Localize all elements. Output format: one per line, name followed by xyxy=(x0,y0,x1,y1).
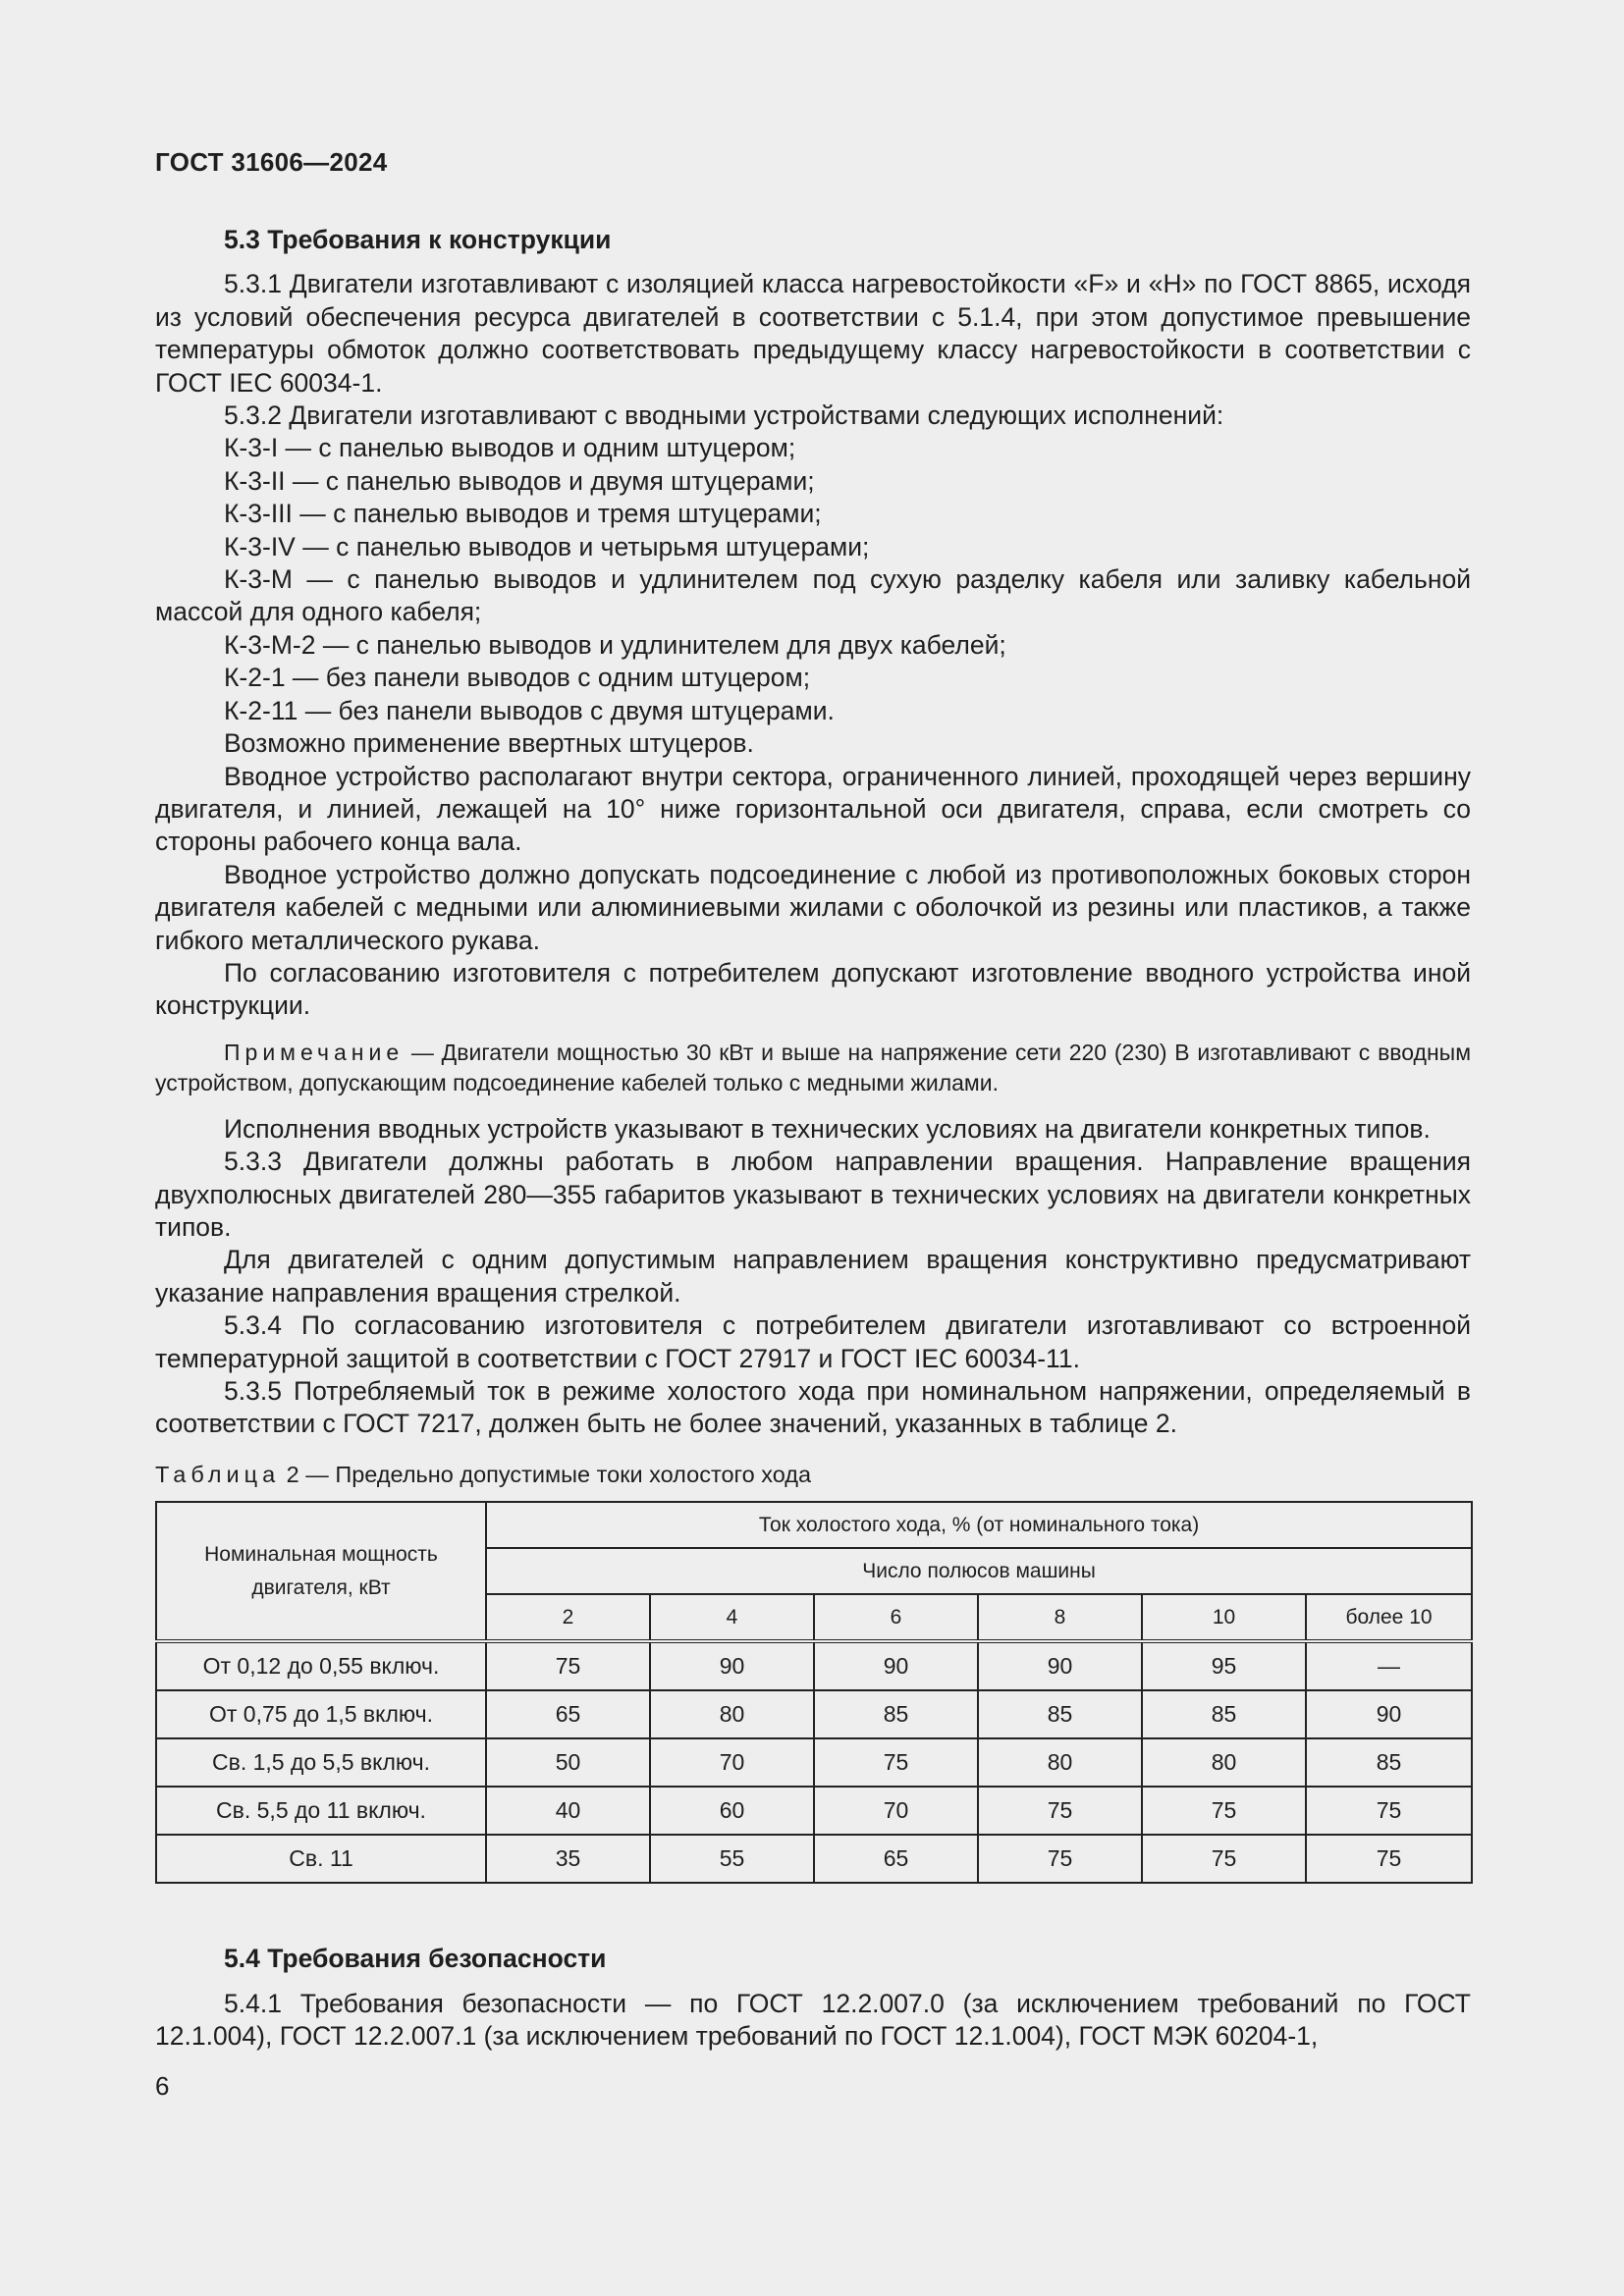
idle-current-table xyxy=(155,1501,1473,1884)
note-label: Примечание xyxy=(224,1039,405,1065)
table-row xyxy=(156,1787,1472,1835)
table-row xyxy=(156,1641,1472,1690)
paragraph-5-3-4: 5.3.4 По согласованию изготовителя с потребителем двигатели изготавливают со встроенной температурной защитой в соответствии с ГОСТ 27917 и ГОСТ IEC 60034-11. xyxy=(155,1310,1471,1373)
table-cell: 75 xyxy=(978,1787,1142,1835)
paragraph-5-3-5: 5.3.5 Потребляемый ток в режиме холостого хода при номинальном напряжении, определяемый в соответствии с ГОСТ 7217, должен быть не более значений, указанных в таблице 2. xyxy=(155,1376,1471,1439)
paragraph-5-3-2: 5.3.2 Двигатели изготавливают с вводными устройствами следующих исполнений: xyxy=(224,400,1224,431)
table-cell: 60 xyxy=(650,1787,814,1835)
column-header: более 10 xyxy=(1306,1594,1472,1641)
paragraph-location: Вводное устройство располагают внутри сектора, ограниченного линией, проходящей через вершину двигателя, и линией, лежащей на 10° ниже горизонтальной оси двигателя, справа, если смотреть со стороны рабочего конца вала. xyxy=(155,761,1471,857)
section-title-5-3: 5.3 Требования к конструкции xyxy=(224,225,612,254)
variant-item: К-2-1 — без панели выводов с одним штуцером; xyxy=(224,663,811,693)
table-caption-text: 2 — Предельно допустимые токи холостого хода xyxy=(280,1461,812,1487)
row-header-power: Номинальная мощность двигателя, кВт xyxy=(156,1502,486,1641)
document-body xyxy=(155,224,1471,2053)
variant-item: К-3-М — с панелью выводов и удлинителем под сухую разделку кабеля или заливку кабельной массой для одного кабеля; xyxy=(155,564,1471,627)
table-caption xyxy=(155,1459,1471,1491)
table-cell: 55 xyxy=(650,1835,814,1883)
section-title-5-4: 5.4 Требования безопасности xyxy=(224,1944,607,1974)
paragraph-5-4-1: 5.4.1 Требования безопасности — по ГОСТ 12.2.007.0 (за исключением требований по ГОСТ 12.1.004), ГОСТ 12.2.007.1 (за исключением требований по ГОСТ 12.1.004), ГОСТ МЭК 60204-1, xyxy=(155,1988,1471,2052)
table-cell: 80 xyxy=(1142,1738,1306,1787)
group-header-current: Ток холостого хода, % (от номинального тока) xyxy=(486,1502,1472,1548)
table-cell: 75 xyxy=(486,1641,650,1690)
table-cell: 90 xyxy=(978,1641,1142,1690)
table-cell: 75 xyxy=(978,1835,1142,1883)
column-header: 8 xyxy=(978,1594,1142,1641)
table-cell: 75 xyxy=(1306,1787,1472,1835)
table-cell: 40 xyxy=(486,1787,650,1835)
column-header: 10 xyxy=(1142,1594,1306,1641)
table-cell: 80 xyxy=(650,1690,814,1738)
column-header: 2 xyxy=(486,1594,650,1641)
table-cell: 65 xyxy=(814,1835,978,1883)
note-text: — Двигатели мощностью 30 кВт и выше на напряжение сети 220 (230) В изготавливают с вводным устройством, допускающим подсоединение кабелей только с медными жилами. xyxy=(155,1039,1471,1095)
variant-item: К-3-I — с панелью выводов и одним штуцером; xyxy=(224,433,796,463)
table-cell: 35 xyxy=(486,1835,650,1883)
variant-item: К-3-М-2 — с панелью выводов и удлинителем для двух кабелей; xyxy=(224,629,1006,660)
variant-item: К-3-III — с панелью выводов и тремя штуцерами; xyxy=(224,499,822,529)
column-header: 6 xyxy=(814,1594,978,1641)
table-cell: 75 xyxy=(1142,1787,1306,1835)
note xyxy=(155,1038,1471,1098)
table-cell: 95 xyxy=(1142,1641,1306,1690)
document-header: ГОСТ 31606—2024 xyxy=(155,147,388,177)
table-cell: 85 xyxy=(814,1690,978,1738)
variant-item: К-3-II — с панелью выводов и двумя штуцерами; xyxy=(224,465,815,496)
table-cell: 70 xyxy=(650,1738,814,1787)
table-caption-label: Таблица xyxy=(155,1461,281,1487)
paragraph-5-3-1: 5.3.1 Двигатели изготавливают с изоляцией класса нагревостойкости «F» и «H» по ГОСТ 8865, исходя из условий обеспечения ресурса двигателей в соответствии с 5.1.4, при этом допустимое превышение температуры обмоток должно соответствовать предыдущему классу нагревостойкости в соответствии с ГОСТ IEC 60034-1. xyxy=(155,269,1471,398)
paragraph-agreement: По согласованию изготовителя с потребителем допускают изготовление вводного устройства иной конструкции. xyxy=(155,957,1471,1021)
table-cell: 85 xyxy=(1306,1738,1472,1787)
table-row xyxy=(156,1690,1472,1738)
table-cell: 75 xyxy=(1306,1835,1472,1883)
table-cell: 70 xyxy=(814,1787,978,1835)
table-cell: 75 xyxy=(1142,1835,1306,1883)
paragraph-versions: Исполнения вводных устройств указывают в технических условиях на двигатели конкретных типов. xyxy=(224,1113,1431,1144)
row-label: От 0,75 до 1,5 включ. xyxy=(156,1690,486,1738)
table-cell: 85 xyxy=(978,1690,1142,1738)
sub-header-poles: Число полюсов машины xyxy=(486,1548,1472,1594)
table-cell: 90 xyxy=(814,1641,978,1690)
table-row xyxy=(156,1738,1472,1787)
variant-item: К-2-11 — без панели выводов с двумя штуцерами. xyxy=(224,695,835,725)
paragraph-screw-fittings: Возможно применение ввертных штуцеров. xyxy=(224,728,754,759)
paragraph-5-3-3: 5.3.3 Двигатели должны работать в любом направлении вращения. Направление вращения двухполюсных двигателей 280—355 габаритов указывают в технических условиях на двигатели конкретных типов. xyxy=(155,1147,1471,1242)
table-cell: 50 xyxy=(486,1738,650,1787)
table-row xyxy=(156,1835,1472,1883)
row-label: Св. 1,5 до 5,5 включ. xyxy=(156,1738,486,1787)
page-number: 6 xyxy=(155,2071,170,2101)
paragraph-arrow: Для двигателей с одним допустимым направлением вращения конструктивно предусматривают указание направления вращения стрелкой. xyxy=(155,1245,1471,1308)
section-spacer xyxy=(155,1884,1471,1943)
table-cell: 90 xyxy=(650,1641,814,1690)
table-cell: 90 xyxy=(1306,1690,1472,1738)
table-cell: — xyxy=(1306,1641,1472,1690)
row-label: Св. 5,5 до 11 включ. xyxy=(156,1787,486,1835)
table-cell: 75 xyxy=(814,1738,978,1787)
row-label: От 0,12 до 0,55 включ. xyxy=(156,1641,486,1690)
row-label: Св. 11 xyxy=(156,1835,486,1883)
paragraph-connection: Вводное устройство должно допускать подсоединение с любой из противоположных боковых сторон двигателя кабелей с медными или алюминиевыми жилами с оболочкой из резины или пластиков, а также гибкого металлического рукава. xyxy=(155,859,1471,955)
column-header: 4 xyxy=(650,1594,814,1641)
table-cell: 65 xyxy=(486,1690,650,1738)
variant-item: К-3-IV — с панелью выводов и четырьмя штуцерами; xyxy=(224,531,870,561)
table-cell: 85 xyxy=(1142,1690,1306,1738)
table-cell: 80 xyxy=(978,1738,1142,1787)
